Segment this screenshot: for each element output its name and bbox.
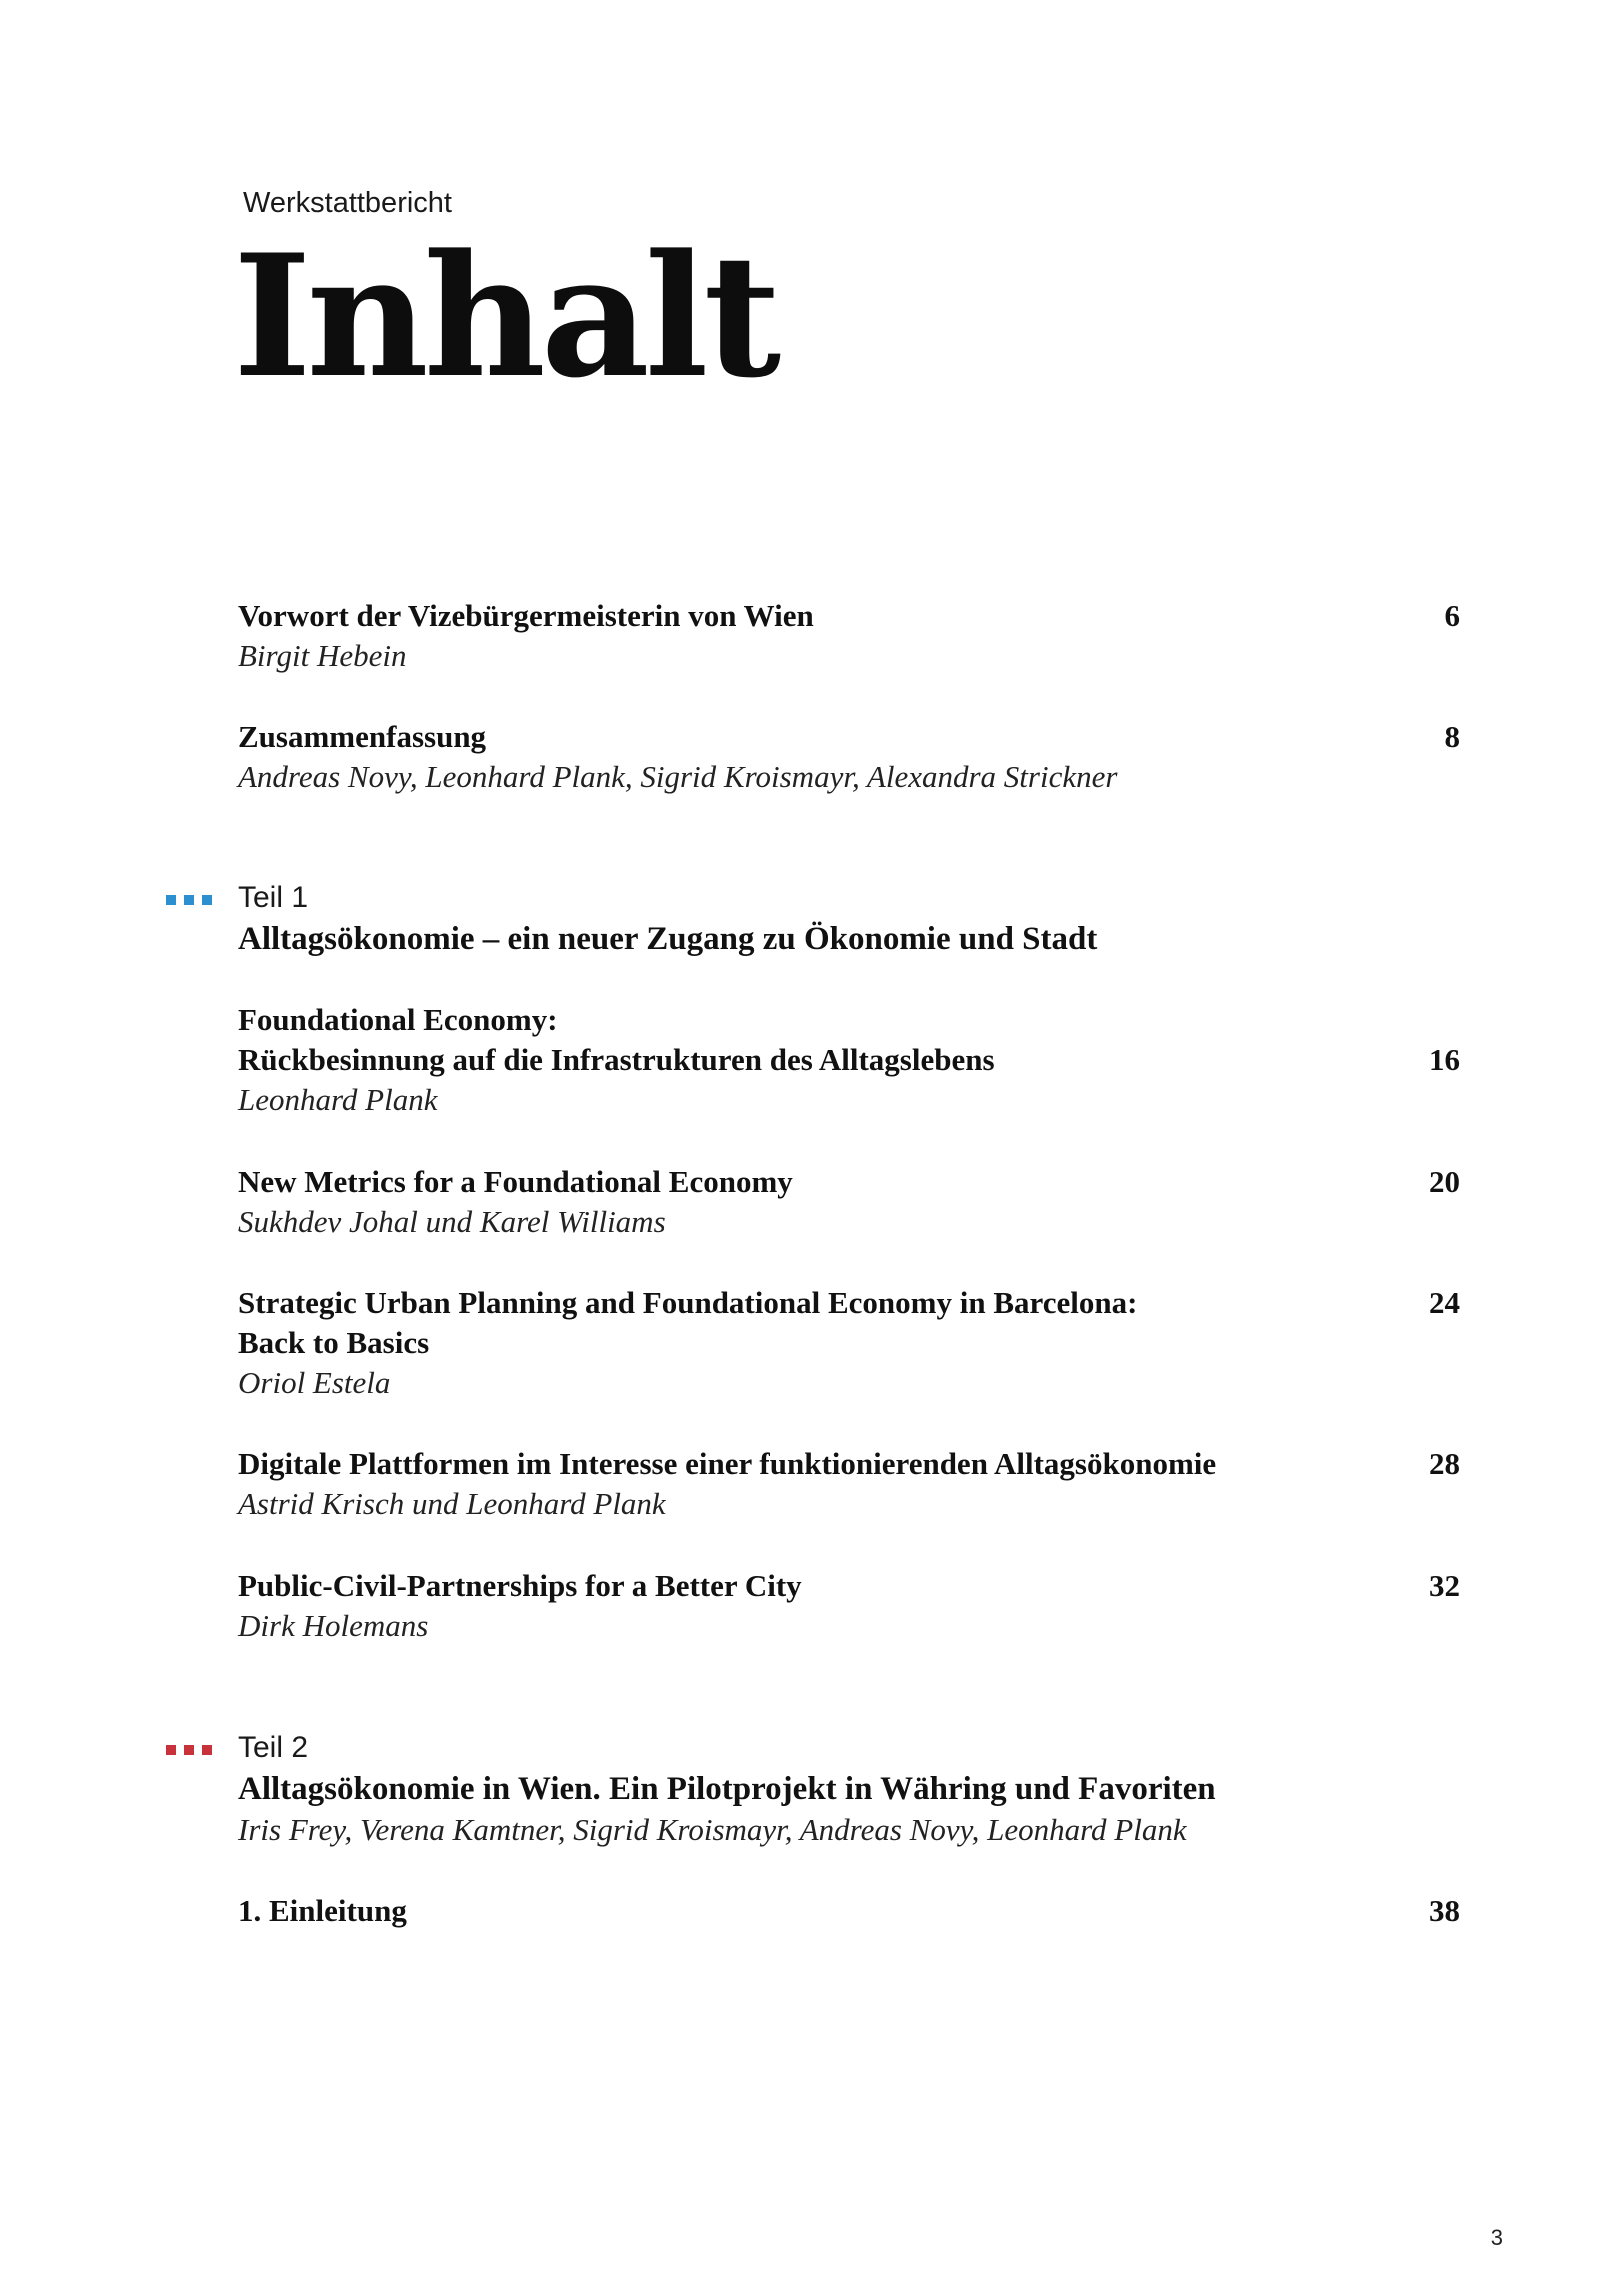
marker-square xyxy=(184,1745,194,1755)
entry-title-line2: Back to Basics xyxy=(238,1325,430,1360)
entry-page: 24 xyxy=(1429,1285,1460,1320)
page-title: Inhalt xyxy=(233,217,777,415)
marker-square xyxy=(184,895,194,905)
entry-title: New Metrics for a Foundational Economy xyxy=(238,1164,793,1199)
toc-entry-new-metrics[interactable] xyxy=(238,1162,1460,1242)
entry-title: 1. Einleitung xyxy=(238,1893,407,1928)
toc-entry-public-civil-partnerships[interactable] xyxy=(238,1566,1460,1646)
entry-author: Andreas Novy, Leonhard Plank, Sigrid Kroismayr, Alexandra Strickner xyxy=(238,759,1118,794)
toc-entry-digitale-plattformen[interactable] xyxy=(238,1444,1460,1524)
entry-author: Sukhdev Johal und Karel Williams xyxy=(238,1204,666,1239)
entry-page: 38 xyxy=(1429,1893,1460,1928)
entry-author: Birgit Hebein xyxy=(238,638,407,673)
part-title: Alltagsökonomie in Wien. Ein Pilotprojekt in Währing und Favoriten xyxy=(238,1771,1216,1807)
part1-marker-icon xyxy=(166,895,212,905)
entry-title: Digitale Plattformen im Interesse einer funktionierenden Alltagsökonomie xyxy=(238,1446,1217,1481)
entry-page: 16 xyxy=(1429,1042,1460,1077)
kicker: Werkstattbericht xyxy=(243,187,452,219)
entry-author: Oriol Estela xyxy=(238,1365,391,1400)
part-label: Teil 2 xyxy=(238,1731,309,1764)
entry-title: Vorwort der Vizebürgermeisterin von Wien xyxy=(238,598,814,633)
marker-square xyxy=(202,895,212,905)
marker-square xyxy=(166,1745,176,1755)
marker-square xyxy=(202,1745,212,1755)
entry-title: Zusammenfassung xyxy=(238,719,487,754)
entry-page: 28 xyxy=(1429,1446,1460,1481)
toc-entry-zusammenfassung[interactable] xyxy=(238,717,1460,797)
entry-title-line2: Rückbesinnung auf die Infrastrukturen des Alltagslebens xyxy=(238,1042,995,1077)
entry-page: 32 xyxy=(1429,1568,1460,1603)
entry-title: Public-Civil-Partnerships for a Better City xyxy=(238,1568,802,1603)
entry-title-line1: Foundational Economy: xyxy=(238,1002,558,1037)
entry-page: 6 xyxy=(1444,598,1460,633)
part-authors: Iris Frey, Verena Kamtner, Sigrid Kroismayr, Andreas Novy, Leonhard Plank xyxy=(238,1812,1187,1847)
entry-author: Leonhard Plank xyxy=(238,1082,438,1117)
entry-title-line1: Strategic Urban Planning and Foundational Economy in Barcelona: xyxy=(238,1285,1138,1320)
entry-page: 20 xyxy=(1429,1164,1460,1199)
entry-page: 8 xyxy=(1444,719,1460,754)
entry-author: Dirk Holemans xyxy=(238,1608,429,1643)
toc-entry-strategic-urban-planning[interactable] xyxy=(238,1283,1460,1403)
part-title: Alltagsökonomie – ein neuer Zugang zu Ökonomie und Stadt xyxy=(238,921,1098,957)
part2-marker-icon xyxy=(166,1745,212,1755)
toc-entry-foundational-economy[interactable] xyxy=(238,1000,1460,1120)
marker-square xyxy=(166,895,176,905)
page-number: 3 xyxy=(1490,2225,1503,2250)
part2-header xyxy=(238,1728,1460,1850)
toc-entry-einleitung[interactable] xyxy=(238,1891,1460,1931)
part-label: Teil 1 xyxy=(238,881,309,914)
toc-entry-vorwort[interactable] xyxy=(238,596,1460,676)
entry-author: Astrid Krisch und Leonhard Plank xyxy=(238,1486,666,1521)
part1-header xyxy=(238,878,1460,960)
